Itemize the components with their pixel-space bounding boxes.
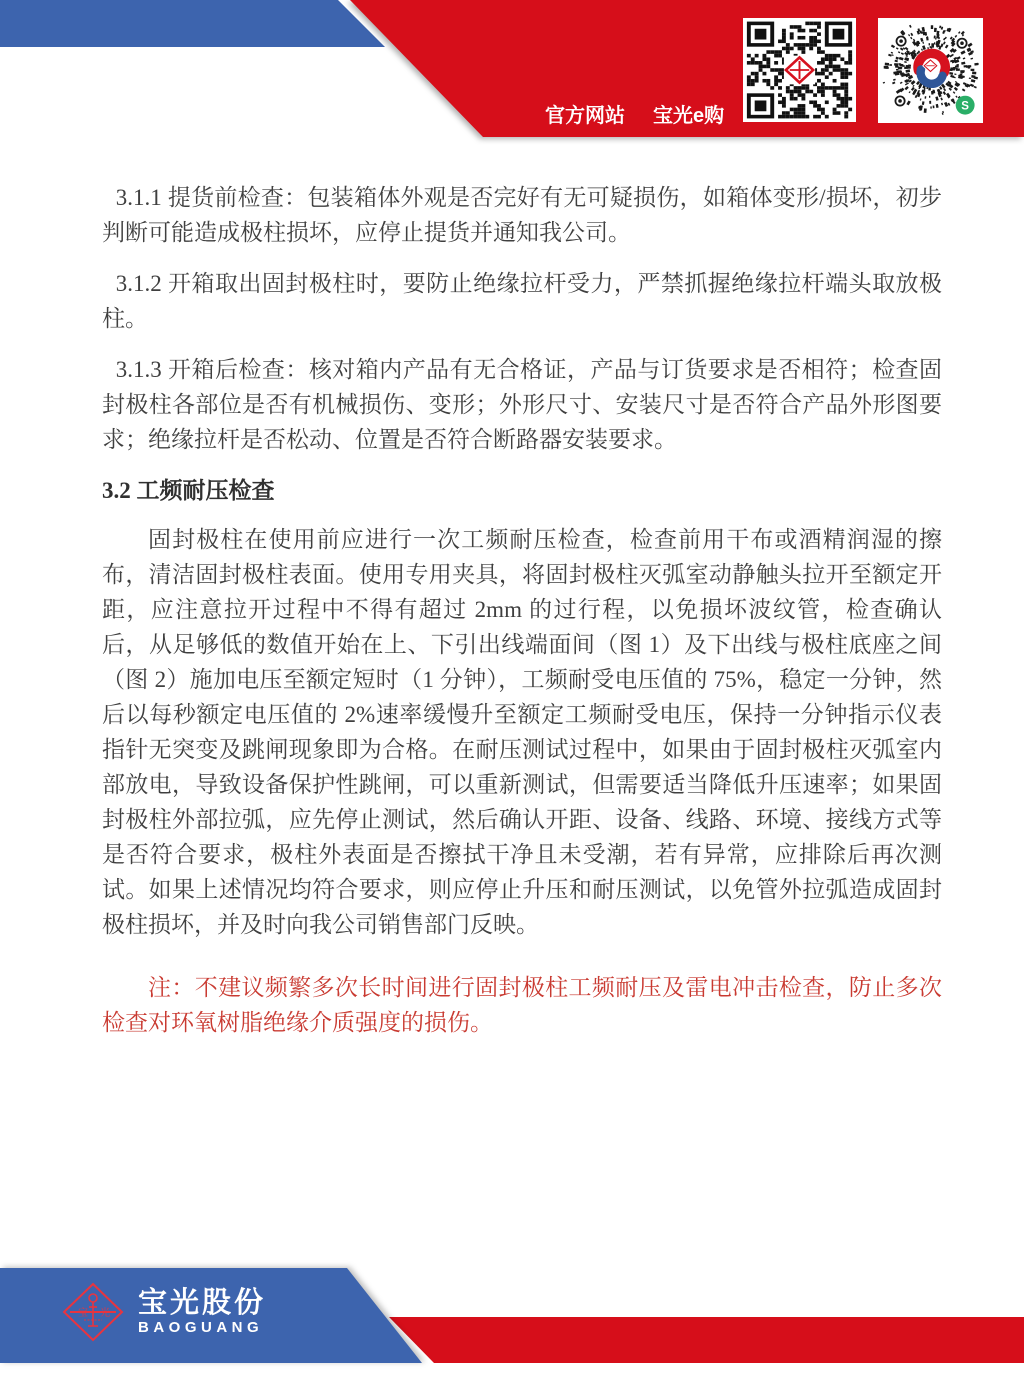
qr-code-icon [743, 18, 856, 122]
qr-code-official-website [743, 18, 856, 122]
official-website-label: 官方网站 [545, 105, 625, 127]
section-heading-3-2: 3.2 工频耐压检查 [102, 478, 275, 503]
company-name-en: BAOGUANG [138, 1319, 264, 1336]
paragraph-3-1-1: 3.1.1 提货前检查：包装箱体外观是否完好有无可疑损伤，如箱体变形/损坏，初步判断可能造成极柱损坏，应停止提货并通知我公司。 [102, 185, 942, 245]
header-links [545, 99, 725, 128]
paragraph-3-1-2: 3.1.2 开箱取出固封极柱时，要防止绝缘拉杆受力，严禁抓握绝缘拉杆端头取放极柱。 [102, 271, 942, 331]
qr-code-baoguang-eshop-miniprogram [878, 18, 983, 123]
svg-text:宝: 宝 [78, 1308, 88, 1319]
svg-text:光: 光 [100, 1308, 110, 1319]
svg-text:S: S [961, 100, 970, 113]
note-paragraph: 注：不建议频繁多次长时间进行固封极柱工频耐压及雷电冲击检查，防止多次检查对环氧树脂绝缘介质强度的损伤。 [102, 975, 942, 1035]
baoguang-diamond-logo-icon [62, 1282, 124, 1342]
page-footer [0, 1260, 1024, 1391]
header-banner-shapes [0, 0, 1024, 145]
miniprogram-code-icon [878, 18, 983, 123]
paragraph-3-1-3: 3.1.3 开箱后检查：核对箱内产品有无合格证，产品与订货要求是否相符；检查固封极柱各部位是否有机械损伤、变形；外形尺寸、安装尺寸是否符合产品外形图要求；绝缘拉杆是否松动、位置是否符合断路器安装要求。 [102, 357, 942, 452]
paragraph-3-2-body: 固封极柱在使用前应进行一次工频耐压检查，检查前用干布或酒精润湿的擦布，清洁固封极柱表面。使用专用夹具，将固封极柱灭弧室动静触头拉开至额定开距，应注意拉开过程中不得有超过 2mm 的过行程，以免损坏波纹管，检查确认后，从足够低的数值开始在上、下引出线端面间（图 1）及下出线与极柱底座之间（图 2）施加电压至额定短时（1 分钟），工频耐受电压值的 75%，稳定一分钟，然后以每秒额定电压值的 2%速率缓慢升至额定工频耐受电压，保持一分钟指示仪表指针无突变及跳闸现象即为合格。在耐压测试过程中，如果由于固封极柱灭弧室内部放电，导致设备保护性跳闸，可以重新测试，但需要适当降低升压速率；如果固封极柱外部拉弧，应先停止测试，然后确认开距、设备、线路、环境、接线方式等是否符合要求，极柱外表面是否擦拭干净且未受潮，若有异常，应排除后再次测试。如果上述情况均符合要求，则应停止升压和耐压测试，以免管外拉弧造成固封极柱损坏，并及时向我公司销售部门反映。 [102, 527, 942, 937]
company-name [138, 1287, 266, 1337]
page-header [0, 0, 1024, 145]
company-logo [62, 1282, 266, 1342]
eshop-label: 宝光e购 [653, 105, 725, 127]
document-body [102, 180, 942, 1056]
company-name-cn: 宝光股份 [138, 1287, 267, 1319]
